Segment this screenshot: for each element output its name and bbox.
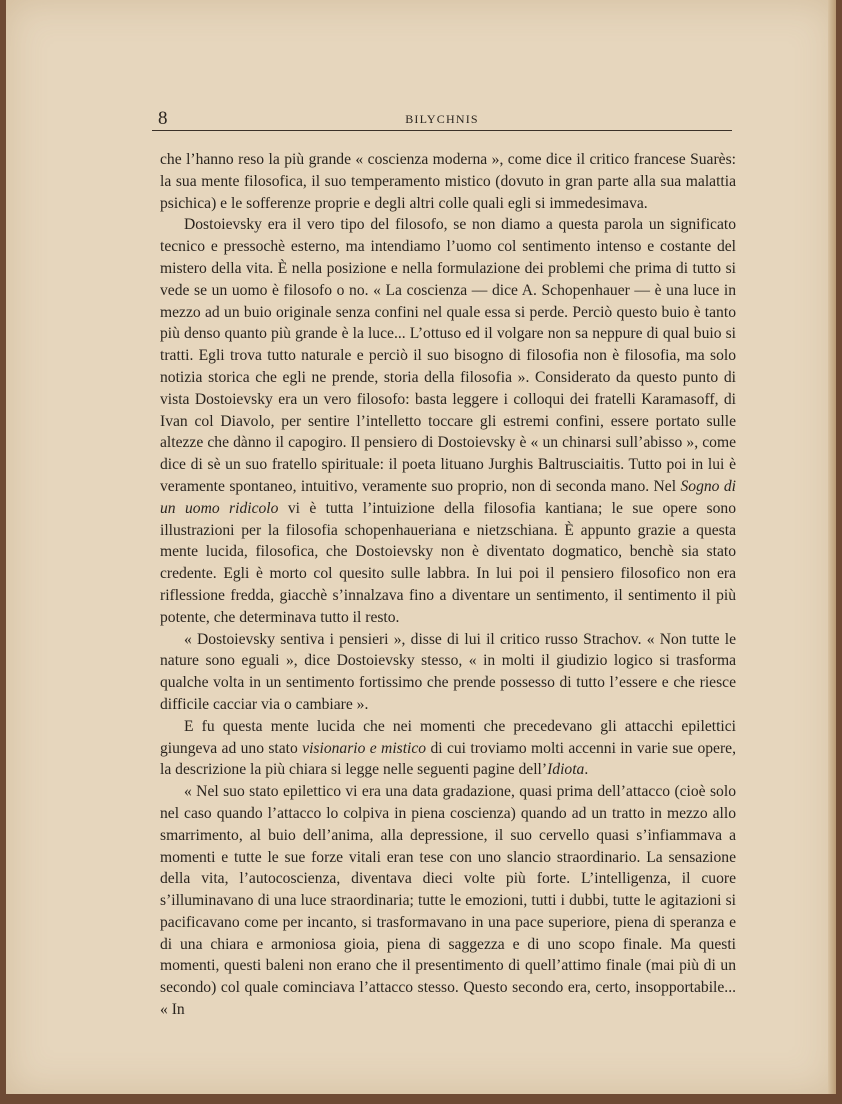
- paragraph: [160, 781, 736, 1021]
- italic-title: visionario e mistico: [302, 739, 427, 757]
- page-header: [152, 108, 732, 132]
- paragraph: [160, 214, 736, 628]
- text-run: « Nel suo stato epilettico vi era una data gradazione, quasi prima dell’attacco (cioè solo nel caso quando l’attacco lo colpiva in piena coscienza) quando ad un tratto in mezzo allo smarrimento, al buio dell’anima, alla depressione, il suo cervello quasi s’infiammava a momenti e tutte le sue forze vitali eran tese con uno slancio straordinario. La sensazione della vita, l’autocoscienza, diventava dieci volte più forte. L’intelligenza, il cuore s’illuminavano di una luce straordinaria; tutte le emozioni, tutti i dubbi, tutte le agitazioni si pacificavano come per incanto, si trasformavano in una pace superiore, piena di speranza e di una chiara e armoniosa gioia, piena di saggezza e di uno scopo finale. Ma questi momenti, questi baleni non erano che il presentimento di quell’attimo finale (mai più di un secondo) col quale cominciava l’attacco stesso. Questo secondo era, certo, insopportabile... « In: [160, 783, 736, 1019]
- header-rule: [152, 130, 732, 131]
- text-run: vi è tutta l’intuizione della filosofia kantiana; le sue opere sono illustrazioni per la filosofia schopenhaueriana e nietzschiana. È appunto grazie a questa mente lucida, filosofica, che Dostoievsky non è diventato dogmatico, benchè sia stato credente. Egli è morto col quesito sulle labbra. In lui poi il pensiero filosofico non era riflessione fredda, giacchè s’innalzava fino a diventare un sentimento, il sentimento il più potente, che determinava tutto il resto.: [160, 499, 736, 626]
- paragraph: [160, 149, 736, 214]
- italic-title: Idiota: [547, 761, 585, 779]
- text-run: di cui troviamo molti accenni in varie sue opere, la descrizione la più chiara si legge nelle seguenti pagine dell’: [160, 739, 736, 779]
- paragraph: [160, 716, 736, 781]
- text-run: E fu questa mente lucida che nei momenti che precedevano gli attacchi epilettici giungeva ad uno stato: [160, 717, 736, 757]
- page-number: 8: [158, 108, 168, 129]
- text-run: « Dostoievsky sentiva i pensieri », disse di lui il critico russo Strachov. « Non tutte le nature sono eguali », dice Dostoievsky stesso, « in molti il giudizio logico si trasforma qualche volta in un sentimento fortissimo che prende possesso di tutto l’essere e che riesce difficile cacciar via o cambiare ».: [160, 630, 736, 713]
- page-gutter-edge: [828, 0, 836, 1094]
- text-run: Dostoievsky era il vero tipo del filosofo, se non diamo a questa parola un significato tecnico e pressochè esterno, ma intendiamo l’uomo col sentimento intenso e costante del mistero della vita. È nella posizione e nella formulazione dei problemi che prima di tutto si vede se un uomo è filosofo o no. « La coscienza — dice A. Schopenhauer — è una luce in mezzo ad un buio originale senza confini nel quale essa si perde. Perciò questo buio è tanto più denso quanto più grande è la luce... L’ottuso ed il volgare non sa neppure di qual buio si tratti. Egli trova tutto naturale e perciò il suo bisogno di filosofia non è filosofia, ma solo notizia storica che egli ne prende, storia della filosofia ». Considerato da questo punto di vista Dostoievsky era un vero filosofo: basta leggere i colloqui dei fratelli Karamasoff, di Ivan col Diavolo, per sentire l’intelletto toccare gli estremi confini, essere portato sulle altezze che dànno il capogiro. Il pensiero di Dostoievsky è « un chinarsi sull’abisso », come dice di sè un suo fratello spirituale: il poeta lituano Jurghis Baltrusciaitis. Tutto poi in lui è veramente spontaneo, intuitivo, veramente suo proprio, non di seconda mano. Nel: [160, 216, 736, 495]
- text-run: .: [584, 761, 589, 779]
- body-text: [160, 149, 736, 1021]
- paragraph: [160, 629, 736, 716]
- italic-title: Sogno di un uomo ridicolo: [160, 477, 736, 517]
- text-run: che l’hanno reso la più grande « coscienza moderna », come dice il critico francese Suarès: la sua mente filosofica, il suo temperamento mistico (dovuto in gran parte alla sua malattia psichica) e le sofferenze proprie e degli altri colle quali egli si immedesimava.: [160, 151, 736, 212]
- running-head: BILYCHNIS: [405, 112, 479, 126]
